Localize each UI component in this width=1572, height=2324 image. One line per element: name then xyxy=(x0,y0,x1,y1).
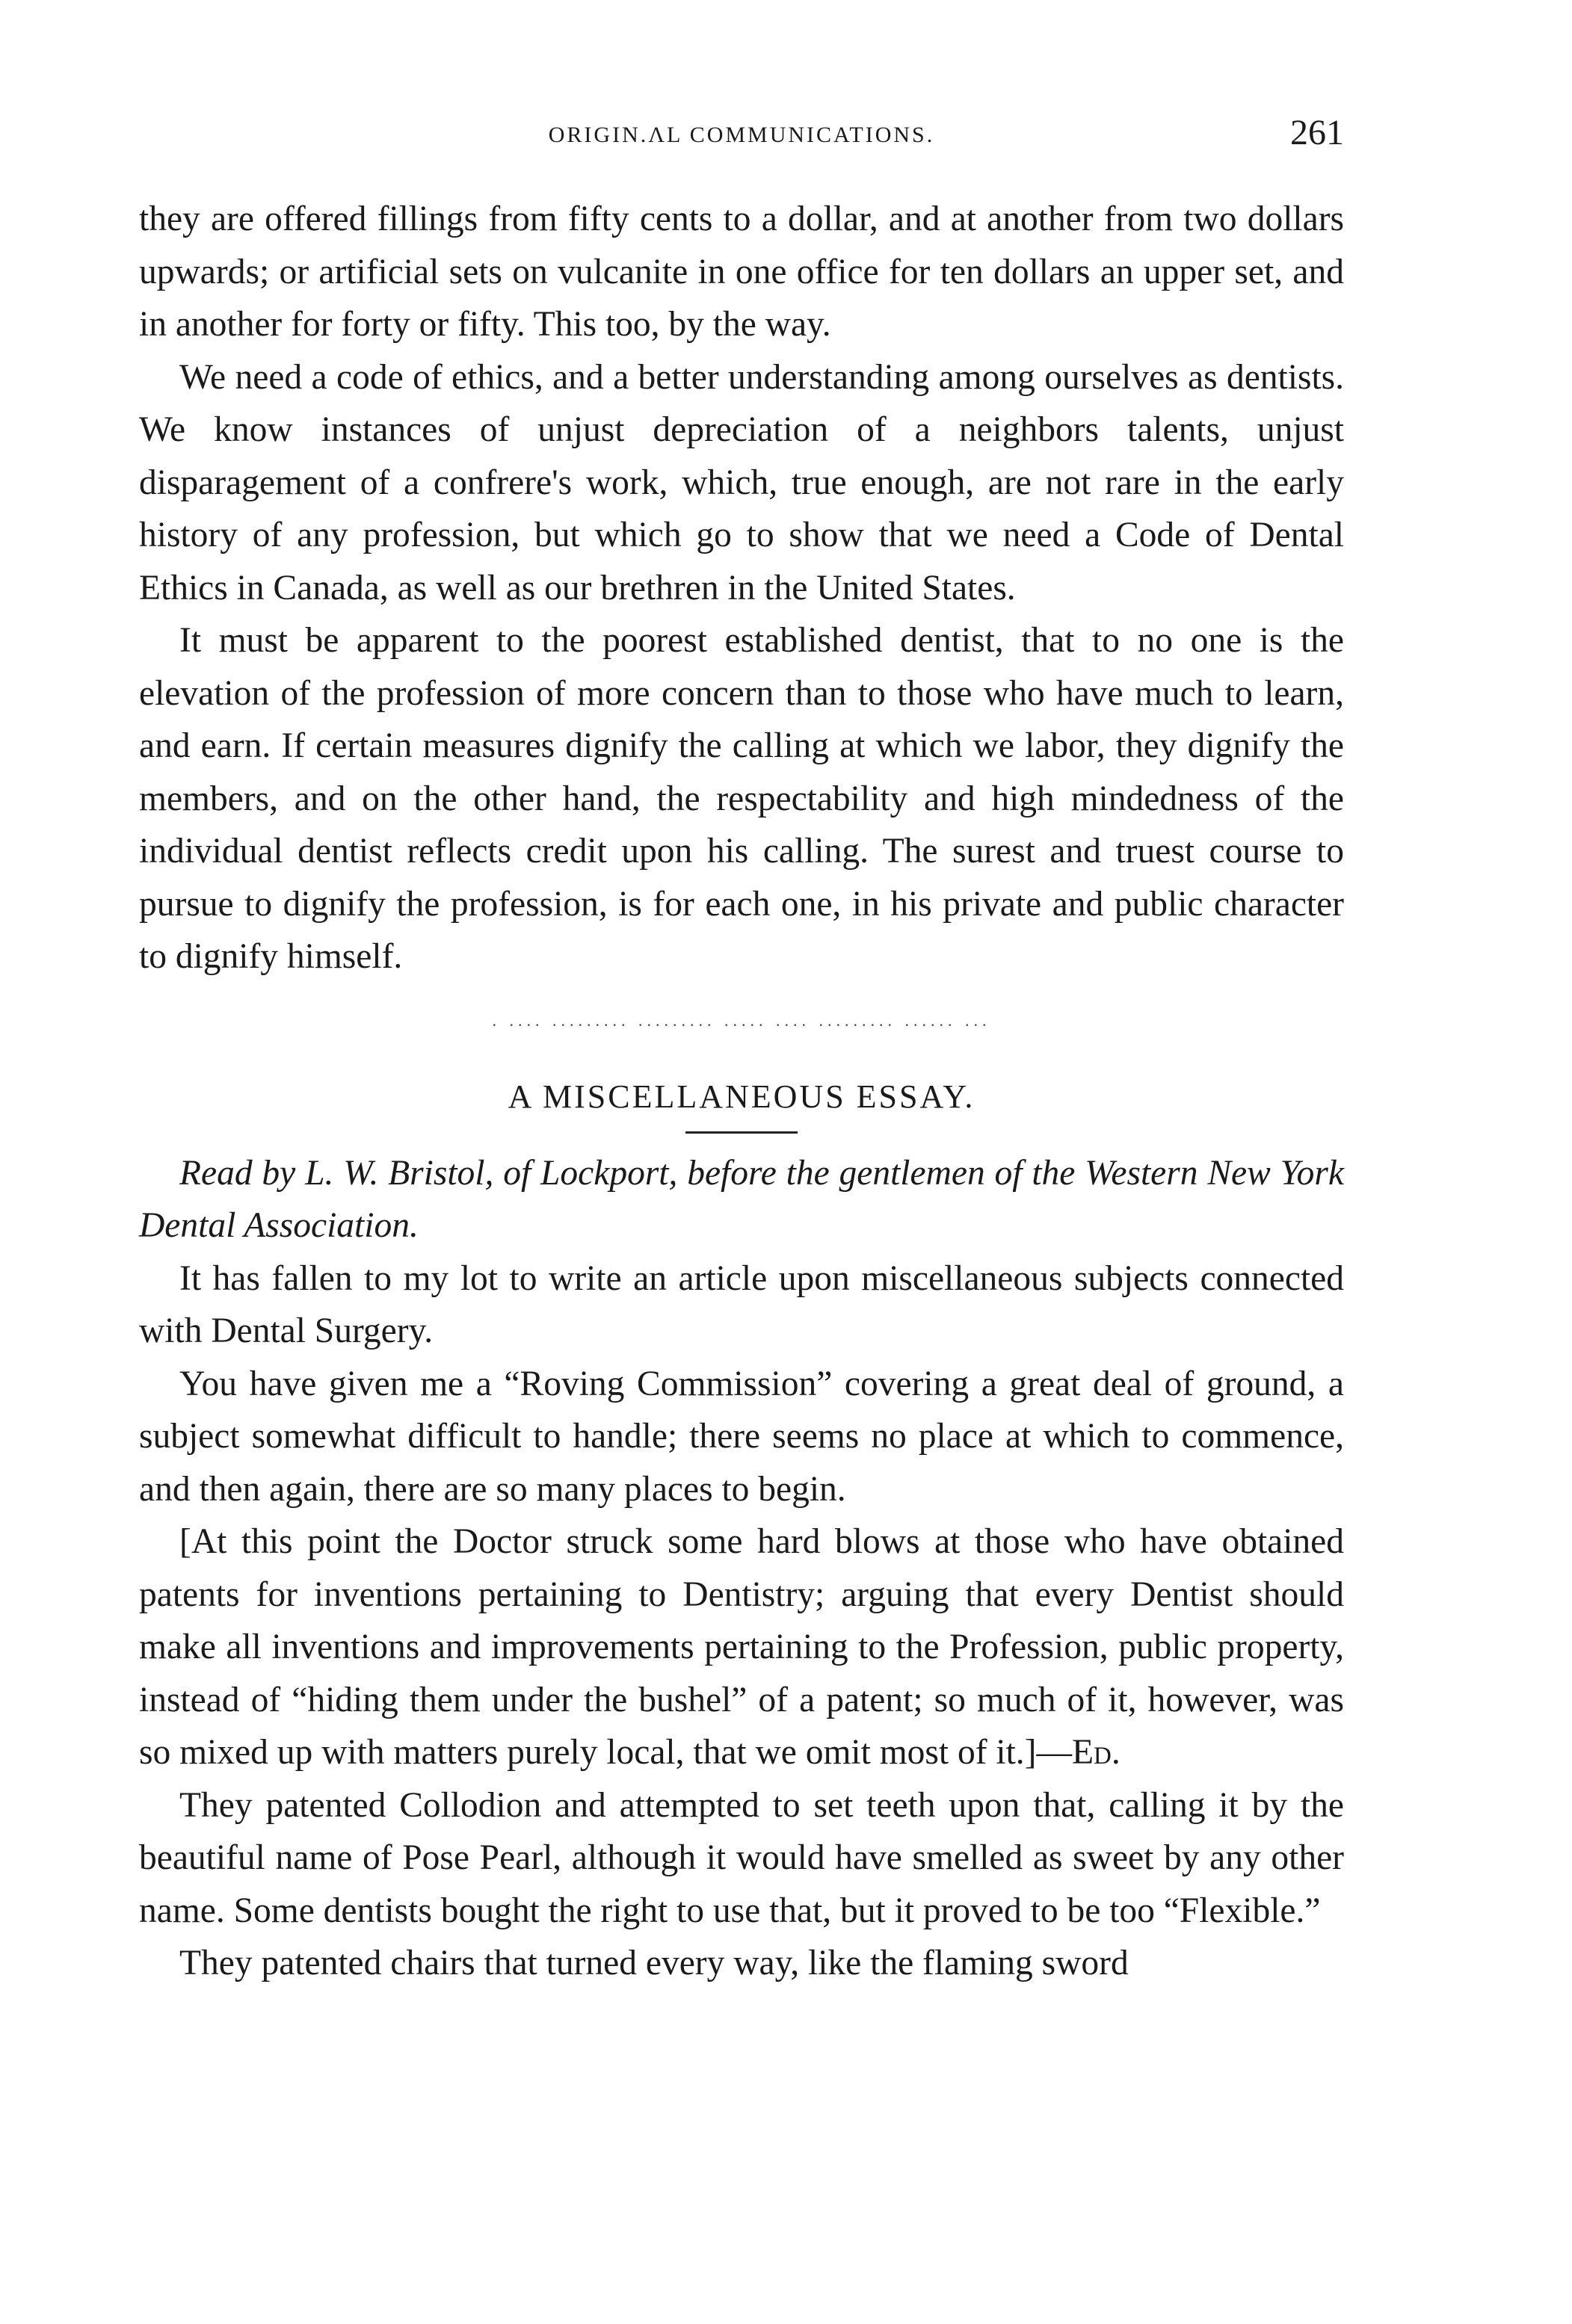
essay-paragraph-4: They patented Collodion and attempted to set teeth upon that, calling it by the beautiful name of Pose Pearl, although it would have smelled as sweet by any other name. Some dentists bought the right to use that, but it proved to be too “Flexible.” xyxy=(139,1785,1344,1930)
paragraph-continued: they are offered fillings from fifty cents to a dollar, and at another from two dollars upwards; or artificial sets on vulcanite in one office for ten dollars an upper set, and in another for forty or fifty. This too, by the way. xyxy=(139,200,1344,344)
body-text xyxy=(139,193,1344,1990)
essay-byline: Read by L. W. Bristol, of Lockport, before the gentlemen of the Western New York Dental Association. xyxy=(139,1153,1344,1245)
paragraph-dignify-profession: It must be apparent to the poorest established dentist, that to no one is the elevation of the profession of more concern than to those who have much to learn, and earn. If certain measures dignify the calling at which we labor, they dignify the members, and on the other hand, the respectability and high mindedness of the individual dentist reflects credit upon his calling. The surest and truest course to pursue to dignify the profession, is for each one, in his private and public character to dignify himself. xyxy=(139,621,1344,976)
essay-paragraph-2: You have given me a “Roving Commission” covering a great deal of ground, a subject somewhat difficult to handle; there seems no place at which to commence, and then again, there are so many places to begin. xyxy=(139,1364,1344,1509)
essay-paragraph-3 xyxy=(139,1515,1344,1779)
title-rule xyxy=(685,1131,798,1134)
paragraph-code-of-ethics: We need a code of ethics, and a better understanding among ourselves as dentists. We know instances of unjust depreciation of a neighbors talents, unjust disparagement of a confrere's work, which, true enough, are not rare in the early history of any profession, but which go to show that we need a Code of Dental Ethics in Canada, as well as our brethren in the United States. xyxy=(139,357,1344,608)
running-title: ORIGIN.ɅL COMMUNICATIONS. xyxy=(548,123,935,147)
editor-mark: Ed. xyxy=(1072,1733,1121,1772)
page-number: 261 xyxy=(1290,113,1344,152)
essay-paragraph-5: They patented chairs that turned every way, like the flaming sword xyxy=(179,1944,1129,1982)
essay-paragraph-3-text: [At this point the Doctor struck some hard blows at those who have obtained patents for inventions pertaining to Dentistry; arguing that every Dentist should make all inventions and improvements pertaining to the Profession, public property, instead of “hiding them under the bushel” of a patent; so much of it, however, was so mixed up with matters purely local, that we omit most of it.]— xyxy=(139,1522,1344,1772)
document-page xyxy=(139,112,1344,2279)
essay-paragraph-1: It has fallen to my lot to write an article upon miscellaneous subjects connected with Dental Surgery. xyxy=(139,1258,1344,1350)
section-separator: . .... ......... ......... ..... .... ......... ...... ... xyxy=(492,1013,991,1030)
essay-title: A MISCELLANEOUS ESSAY. xyxy=(508,1078,975,1115)
running-head xyxy=(139,112,1344,157)
